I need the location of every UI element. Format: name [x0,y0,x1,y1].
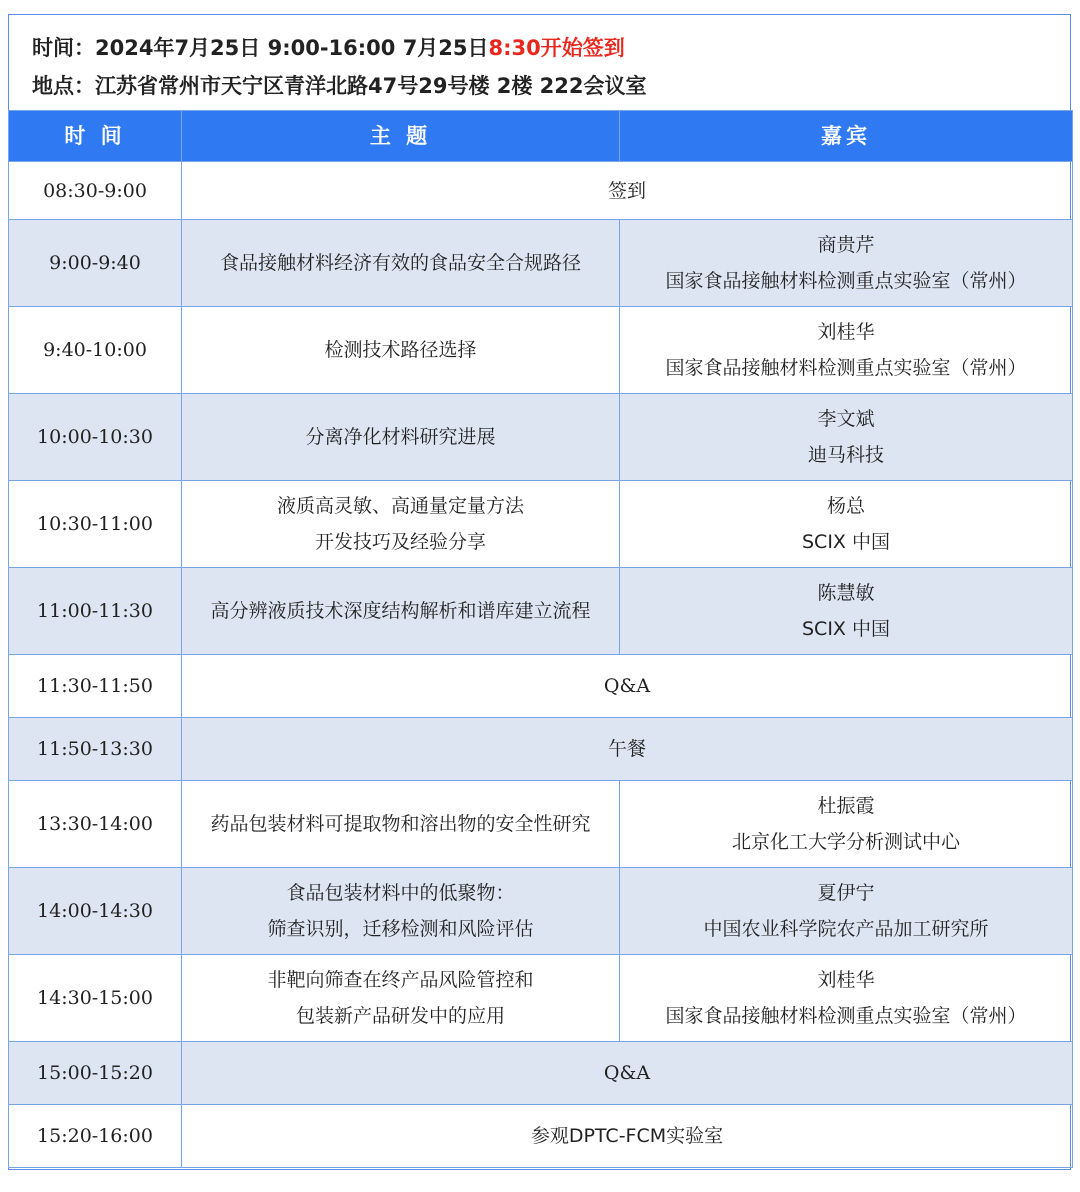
agenda-table [8,110,1073,1168]
checkin-notice: 8:30开始签到 [488,36,625,60]
agenda-row [9,568,1073,655]
row-time: 10:30-11:00 [9,481,182,568]
row-time: 08:30-9:00 [9,162,182,220]
guest-org: SCIX 中国 [802,531,890,553]
row-guest [620,481,1073,568]
guest-name: 李文斌 [817,408,875,430]
row-time: 11:30-11:50 [9,655,182,718]
guest-org: 国家食品接触材料检测重点实验室（常州） [665,357,1027,379]
row-guest [620,568,1073,655]
row-span-text: 参观DPTC-FCM实验室 [182,1105,1073,1168]
event-place-line [32,70,647,100]
topic-line: 筛查识别，迁移检测和风险评估 [267,918,534,940]
row-guest [620,394,1073,481]
topic-line: 高分辨液质技术深度结构解析和谱库建立流程 [210,600,591,622]
row-span-text: Q&A [182,655,1073,718]
agenda-row [9,394,1073,481]
header-time: 时 间 [9,111,182,162]
topic-line: 包装新产品研发中的应用 [295,1005,505,1027]
guest-org: 迪马科技 [807,444,884,466]
guest-org: 国家食品接触材料检测重点实验室（常州） [665,1005,1027,1027]
topic-line: 非靶向筛查在终产品风险管控和 [267,969,534,991]
agenda-row [9,868,1073,955]
row-guest [620,307,1073,394]
topic-line: 检测技术路径选择 [324,339,477,361]
guest-name: 夏伊宁 [817,882,875,904]
row-span-text: 午餐 [182,718,1073,781]
topic-line: 液质高灵敏、高通量定量方法 [276,495,524,517]
agenda-row [9,481,1073,568]
row-topic [182,307,620,394]
row-span-text: Q&A [182,1042,1073,1105]
guest-name: 商贵芹 [817,234,875,256]
header-guest: 嘉宾 [620,111,1073,162]
guest-name: 陈慧敏 [817,582,875,604]
row-time: 14:00-14:30 [9,868,182,955]
event-info-header [8,14,1071,110]
agenda-row [9,162,1073,220]
row-time: 14:30-15:00 [9,955,182,1042]
topic-line: 分离净化材料研究进展 [305,426,496,448]
guest-org: 北京化工大学分析测试中心 [731,831,960,853]
place-value: 江苏省常州市天宁区青洋北路47号29号楼 2楼 222会议室 [95,74,647,98]
row-guest [620,781,1073,868]
row-guest [620,868,1073,955]
topic-line: 食品接触材料经济有效的食品安全合规路径 [219,252,581,274]
place-label: 地点： [32,74,95,98]
topic-line: 药品包装材料可提取物和溶出物的安全性研究 [210,813,591,835]
row-guest [620,955,1073,1042]
time-value: 2024年7月25日 9:00-16:00 7月25日 [95,36,489,60]
time-label: 时间： [32,36,95,60]
row-time: 9:40-10:00 [9,307,182,394]
row-time: 15:20-16:00 [9,1105,182,1168]
guest-org: 国家食品接触材料检测重点实验室（常州） [665,270,1027,292]
row-topic [182,955,620,1042]
agenda-row [9,307,1073,394]
guest-org: SCIX 中国 [802,618,890,640]
agenda-row [9,955,1073,1042]
agenda-row [9,655,1073,718]
row-topic [182,568,620,655]
guest-name: 刘桂华 [817,321,875,343]
row-topic [182,220,620,307]
topic-line: 食品包装材料中的低聚物： [286,882,515,904]
row-time: 9:00-9:40 [9,220,182,307]
row-topic [182,481,620,568]
row-time: 13:30-14:00 [9,781,182,868]
header-topic: 主 题 [182,111,620,162]
agenda-row [9,220,1073,307]
row-time: 10:00-10:30 [9,394,182,481]
row-time: 11:50-13:30 [9,718,182,781]
row-span-text: 签到 [182,162,1073,220]
guest-org: 中国农业科学院农产品加工研究所 [703,918,989,940]
topic-line: 开发技巧及经验分享 [314,531,486,553]
guest-name: 刘桂华 [817,969,875,991]
row-time: 11:00-11:30 [9,568,182,655]
agenda-row [9,718,1073,781]
guest-name: 杨总 [826,495,865,517]
agenda-row [9,1042,1073,1105]
agenda-header-row [9,111,1073,162]
agenda-row [9,1105,1073,1168]
guest-name: 杜振霞 [817,795,875,817]
row-guest [620,220,1073,307]
event-time-line [32,32,625,62]
row-time: 15:00-15:20 [9,1042,182,1105]
row-topic [182,868,620,955]
agenda-row [9,781,1073,868]
row-topic [182,394,620,481]
row-topic [182,781,620,868]
